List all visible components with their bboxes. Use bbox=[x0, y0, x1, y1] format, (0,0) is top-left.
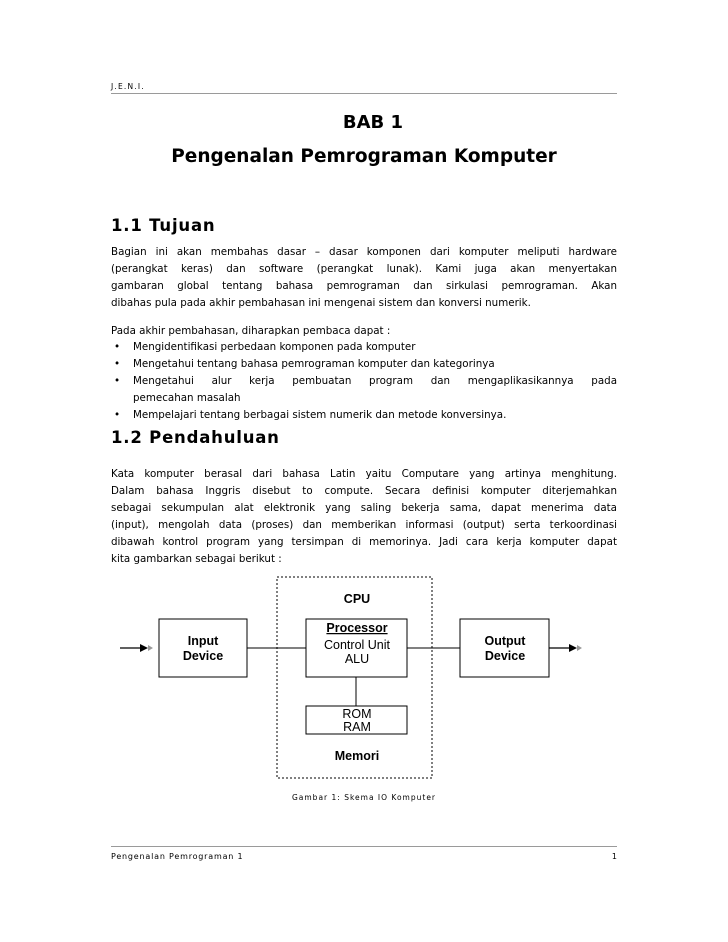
chapter-title: Pengenalan Pemrograman Komputer bbox=[171, 146, 557, 167]
bullet-icon: • bbox=[114, 375, 121, 387]
intro-line: dibahas pula pada akhir pembahasan ini mengenai sistem dan konversi numerik. bbox=[111, 297, 531, 309]
footer-title: Pengenalan Pemrograman 1 bbox=[111, 852, 244, 861]
output-arrow-head-icon bbox=[569, 644, 577, 652]
output-device-label-line1: Output bbox=[484, 634, 526, 648]
bullet-icon: • bbox=[114, 358, 121, 370]
objectives-list bbox=[111, 339, 617, 424]
intro-line: Bagian ini akan membahas dasar – dasar komponen dari komputer meliputi hardware bbox=[111, 246, 617, 258]
output-device-label-line2: Device bbox=[484, 649, 526, 663]
intro-paragraph bbox=[111, 244, 617, 312]
list-item bbox=[111, 356, 617, 373]
list-item-text: Mengetahui tentang bahasa pemrograman komputer dan kategorinya bbox=[133, 358, 495, 370]
running-header: J.E.N.I. bbox=[111, 82, 145, 91]
list-item-text: Mempelajari tentang berbagai sistem numerik dan metode konversinya. bbox=[133, 409, 507, 421]
section-heading-pendahuluan: 1.2 Pendahuluan bbox=[111, 428, 280, 447]
header-rule bbox=[111, 93, 617, 94]
input-device-label-line1: Input bbox=[187, 634, 219, 648]
paragraph-line: kita gambarkan sebagai berikut : bbox=[111, 553, 282, 565]
cpu-label: CPU bbox=[343, 592, 371, 606]
list-item-text: pemecahan masalah bbox=[133, 392, 241, 404]
input-device-box bbox=[159, 619, 247, 677]
objectives-lead bbox=[111, 323, 617, 340]
alu-label: ALU bbox=[344, 652, 370, 666]
ram-label: RAM bbox=[343, 720, 371, 734]
section-heading-tujuan: 1.1 Tujuan bbox=[111, 216, 216, 235]
memori-label: Memori bbox=[334, 749, 380, 763]
paragraph-line: (input), mengolah data (proses) dan memberikan informasi (output) serta terkoordinasi bbox=[111, 519, 617, 531]
intro-line: gambaran global tentang bahasa pemrograman dan sirkulasi pemrograman. Akan bbox=[111, 280, 617, 292]
intro-paragraph-pendahuluan bbox=[111, 466, 617, 568]
list-item bbox=[111, 373, 617, 407]
paragraph-line: Dalam bahasa Inggris disebut to compute. Secara definisi komputer diterjemahkan bbox=[111, 485, 617, 497]
input-device-label-line2: Device bbox=[182, 649, 224, 663]
input-arrow-shadow-icon bbox=[148, 645, 153, 651]
list-item-text: Mengetahui alur kerja pembuatan program dan mengaplikasikannya pada bbox=[133, 375, 617, 387]
list-item bbox=[111, 407, 617, 424]
processor-label: Processor bbox=[326, 621, 388, 635]
figure-caption: Gambar 1: Skema IO Komputer bbox=[291, 793, 437, 802]
chapter-number: BAB 1 bbox=[342, 112, 404, 133]
control-unit-label: Control Unit bbox=[324, 638, 390, 652]
rom-label: ROM bbox=[342, 707, 372, 721]
output-device-box bbox=[460, 619, 549, 677]
list-item bbox=[111, 339, 617, 356]
bullet-icon: • bbox=[114, 341, 121, 353]
objectives-lead-text: Pada akhir pembahasan, diharapkan pembaca dapat : bbox=[111, 325, 391, 337]
paragraph-line: Kata komputer berasal dari bahasa Latin yaitu Computare yang artinya menghitung. bbox=[111, 468, 617, 480]
list-item-text: Mengidentifikasi perbedaan komponen pada komputer bbox=[133, 341, 416, 353]
input-arrow-head-icon bbox=[140, 644, 148, 652]
bullet-icon: • bbox=[114, 409, 121, 421]
page-number: 1 bbox=[611, 852, 617, 861]
footer-rule bbox=[111, 846, 617, 847]
output-arrow-shadow-icon bbox=[577, 645, 582, 651]
paragraph-line: dibawah kontrol program yang tersimpan di memorinya. Jadi cara kerja komputer dapat bbox=[111, 536, 617, 548]
paragraph-line: sebagai sekumpulan alat elektronik yang saling bekerja sama, dapat menerima data bbox=[111, 502, 617, 514]
intro-line: (perangkat keras) dan software (perangkat lunak). Kami juga akan menyertakan bbox=[111, 263, 617, 275]
io-schema-diagram bbox=[100, 570, 620, 785]
